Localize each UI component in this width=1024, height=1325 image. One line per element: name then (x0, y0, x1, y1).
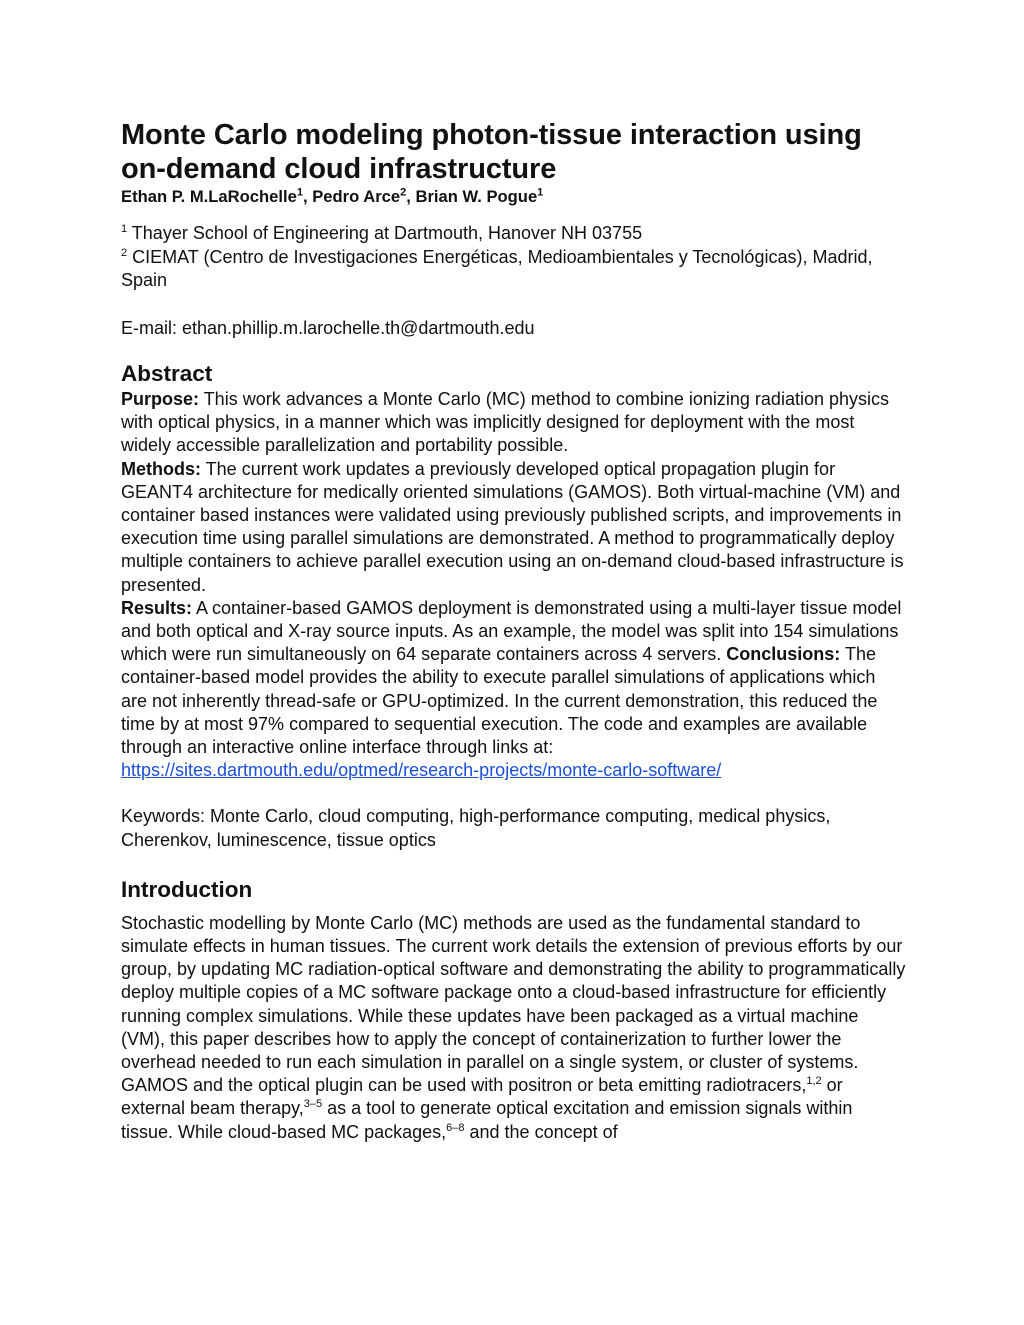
abstract-body (121, 388, 906, 782)
author-affiliation-marker: 1 (296, 186, 303, 199)
author-name: Pedro Arce (312, 187, 401, 206)
paper-page (121, 118, 906, 1144)
affiliation-text: Thayer School of Engineering at Dartmouth, Hanover NH 03755 (127, 223, 643, 243)
results-text: A container-based GAMOS deployment is demonstrated using a multi-layer tissue model and both optical and X-ray source inputs. As an example, the model was split into 154 simulations which were run simultaneously on 64 separate containers across 4 servers. (121, 597, 902, 665)
author-list (121, 186, 906, 208)
conclusions-label: Conclusions: (726, 644, 841, 665)
author-name: Brian W. Pogue (415, 187, 538, 206)
affiliation-marker: 2 (121, 246, 128, 259)
citation-marker: 6–8 (446, 1121, 465, 1134)
methods-text: The current work updates a previously developed optical propagation plugin for GEANT4 architecture for medically oriented simulations (GAMOS). Both virtual-machine (VM) and container based instances were validated using previously published scripts, and improvements in execution time using parallel simulations are demonstrated. A method to programmatically deploy multiple containers to achieve parallel execution using an on-demand cloud-based infrastructure is presented. (121, 458, 904, 595)
author-separator: , (406, 187, 416, 206)
keywords: Keywords: Monte Carlo, cloud computing, high-performance computing, medical physics, Cherenkov, luminescence, tissue optics (121, 806, 831, 850)
intro-text: Stochastic modelling by Monte Carlo (MC) methods are used as the fundamental standard to simulate effects in human tissues. The current work details the extension of previous efforts by our group, by updating MC radiation-optical software and demonstrating the ability to programmatically deploy multiple copies of a MC software package onto a cloud-based infrastructure for efficiently running complex simulations. While these updates have been packaged as a virtual machine (VM), this paper describes how to apply the concept of containerization to further lower the overhead needed to run each simulation in parallel on a single system, or cluster of systems. GAMOS and the optical plugin can be used with positron or beta emitting radiotracers, (121, 912, 906, 1096)
affiliations (121, 222, 906, 293)
affiliation-item (121, 246, 906, 293)
conclusions-text: The container-based model provides the ability to execute parallel simulations of applications which are not inherently thread-safe or GPU-optimized. In the current demonstration, this reduced the time by at most 97% compared to sequential execution. The code and examples are available through an interactive online interface through links at: (121, 644, 878, 758)
author-affiliation-marker: 1 (537, 186, 544, 199)
author-separator: , (302, 187, 313, 206)
introduction-heading: Introduction (121, 876, 253, 902)
citation-marker: 3–5 (303, 1098, 323, 1111)
purpose-text: This work advances a Monte Carlo (MC) method to combine ionizing radiation physics with optical physics, in a manner which was implicitly designed for deployment with the most widely accessible parallelization and portability possible. (121, 389, 889, 456)
affiliation-marker: 1 (121, 223, 128, 235)
affiliation-text: CIEMAT (Centro de Investigaciones Energéticas, Medioambientales y Tecnológicas), Madrid, Spain (121, 246, 873, 290)
paper-title (121, 118, 906, 186)
citation-marker: 1,2 (806, 1075, 822, 1088)
purpose-label: Purpose: (121, 389, 200, 409)
author-name: Ethan P. M.LaRochelle (121, 187, 297, 206)
abstract-heading: Abstract (121, 361, 213, 386)
methods-label: Methods: (121, 458, 201, 479)
intro-text: and the concept of (464, 1121, 618, 1142)
title-line-2: on-demand cloud infrastructure (121, 153, 557, 185)
intro-text: as a tool to generate optical excitation and emission signals within tissue. While cloud-based MC packages, (121, 1098, 853, 1142)
introduction-body (121, 912, 906, 1144)
results-label: Results: (121, 597, 193, 618)
affiliation-item (121, 222, 906, 246)
software-link[interactable]: https://sites.dartmouth.edu/optmed/research-projects/monte-carlo-software/ (121, 760, 722, 781)
author-affiliation-marker: 2 (400, 186, 407, 199)
intro-text: or external beam therapy, (121, 1075, 843, 1119)
contact-email: E-mail: ethan.phillip.m.larochelle.th@dartmouth.edu (121, 317, 535, 338)
title-line-1: Monte Carlo modeling photon-tissue interaction using (121, 119, 862, 151)
